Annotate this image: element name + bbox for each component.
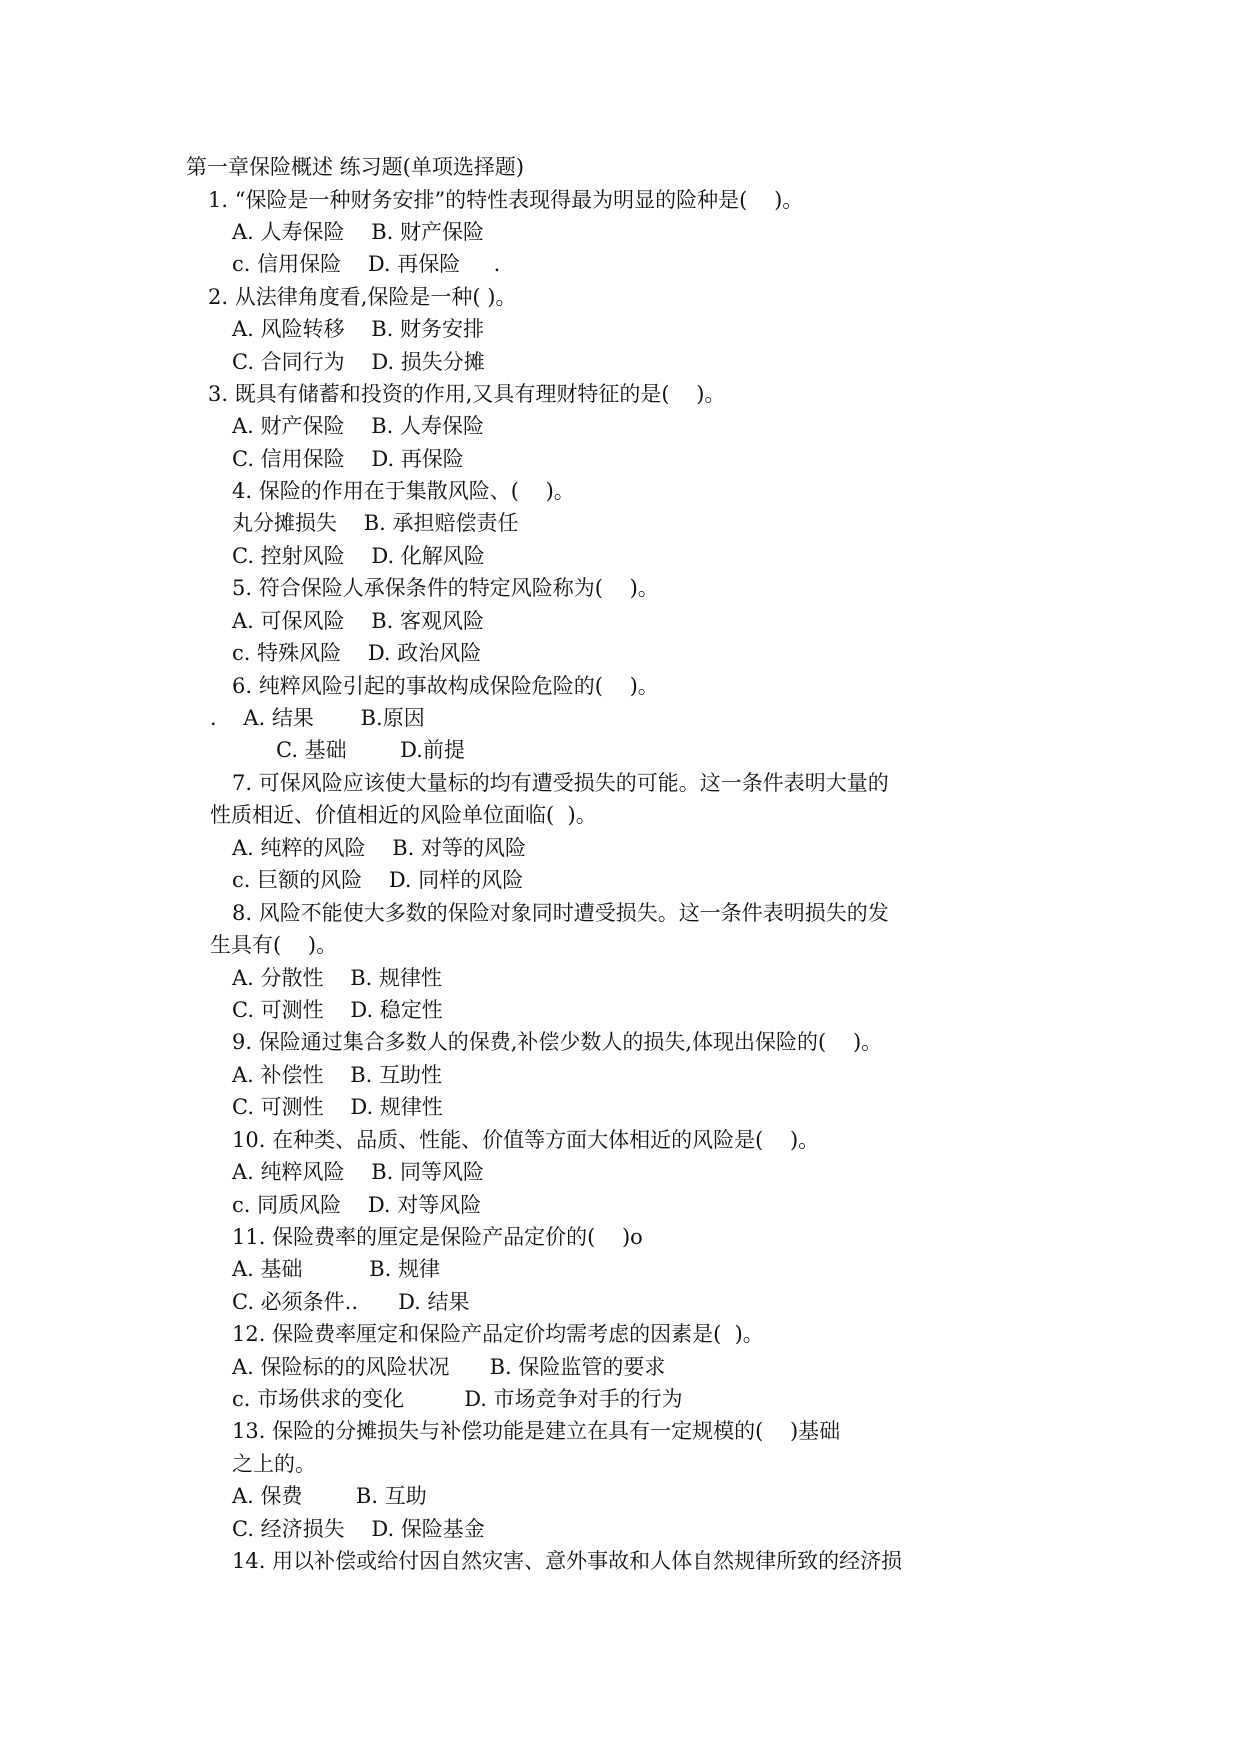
option-line: A. 风险转移 B. 财务安排 xyxy=(232,317,484,341)
option-line: A. 人寿保险 B. 财产保险 xyxy=(232,220,484,244)
option-line: . A. 结果 B.原因 xyxy=(210,706,425,730)
option-line: 生具有( )。 xyxy=(210,933,338,957)
question-line: 11. 保险费率的厘定是保险产品定价的( )o xyxy=(232,1225,643,1249)
question-line: 8. 风险不能使大多数的保险对象同时遭受损失。这一条件表明损失的发 xyxy=(232,901,889,925)
question-line: 1. “保险是一种财务安排”的特性表现得最为明显的险种是( )。 xyxy=(208,188,804,212)
option-line: A. 基础 B. 规律 xyxy=(232,1257,441,1281)
option-line: A. 纯粹的风险 B. 对等的风险 xyxy=(232,836,526,860)
question-line: 2. 从法律角度看,保险是一种( )。 xyxy=(208,285,517,309)
option-line: C. 基础 D.前提 xyxy=(276,738,465,762)
option-line: A. 保险标的的风险状况 B. 保险监管的要求 xyxy=(232,1355,666,1379)
option-line: 性质相近、价值相近的风险单位面临( )。 xyxy=(210,803,597,827)
page-title: 第一章保险概述 练习题(单项选择题) xyxy=(186,155,525,179)
option-line: C. 控射风险 D. 化解风险 xyxy=(232,544,485,568)
option-line: A. 可保风险 B. 客观风险 xyxy=(232,609,484,633)
question-line: 12. 保险费率厘定和保险产品定价均需考虑的因素是( )。 xyxy=(232,1322,764,1346)
option-line: C. 可测性 D. 规律性 xyxy=(232,1095,443,1119)
option-line: c. 信用保险 D. 再保险 . xyxy=(232,252,501,276)
option-line: C. 必须条件.. D. 结果 xyxy=(232,1290,470,1314)
option-line: 之上的。 xyxy=(232,1452,316,1476)
option-line: A. 财产保险 B. 人寿保险 xyxy=(232,414,484,438)
question-line: 9. 保险通过集合多数人的保费,补偿少数人的损失,体现出保险的( )。 xyxy=(232,1030,883,1054)
question-line: 5. 符合保险人承保条件的特定风险称为( )。 xyxy=(232,576,659,600)
option-line: C. 信用保险 D. 再保险 xyxy=(232,447,464,471)
question-line: 3. 既具有储蓄和投资的作用,又具有理财特征的是( )。 xyxy=(208,382,726,406)
option-line: c. 巨额的风险 D. 同样的风险 xyxy=(232,868,524,892)
option-line: c. 同质风险 D. 对等风险 xyxy=(232,1193,482,1217)
option-line: 丸分摊损失 B. 承担赔偿责任 xyxy=(232,511,519,535)
option-line: A. 保费 B. 互助 xyxy=(232,1484,427,1508)
question-line: 14. 用以补偿或给付因自然灾害、意外事故和人体自然规律所致的经济损 xyxy=(232,1549,903,1573)
option-line: C. 经济损失 D. 保险基金 xyxy=(232,1517,485,1541)
option-line: c. 特殊风险 D. 政治风险 xyxy=(232,641,482,665)
option-line: C. 合同行为 D. 损失分摊 xyxy=(232,350,485,374)
question-line: 7. 可保风险应该使大量标的均有遭受损失的可能。这一条件表明大量的 xyxy=(232,771,889,795)
option-line: A. 补偿性 B. 互助性 xyxy=(232,1063,442,1087)
option-line: A. 分散性 B. 规律性 xyxy=(232,966,442,990)
question-line: 13. 保险的分摊损失与补偿功能是建立在具有一定规模的( )基础 xyxy=(232,1419,841,1443)
question-line: 4. 保险的作用在于集散风险、( )。 xyxy=(232,479,575,503)
option-line: c. 市场供求的变化 D. 市场竞争对手的行为 xyxy=(232,1387,683,1411)
option-line: C. 可测性 D. 稳定性 xyxy=(232,998,443,1022)
question-line: 10. 在种类、品质、性能、价值等方面大体相近的风险是( )。 xyxy=(232,1128,820,1152)
question-line: 6. 纯粹风险引起的事故构成保险危险的( )。 xyxy=(232,674,659,698)
option-line: A. 纯粹风险 B. 同等风险 xyxy=(232,1160,484,1184)
